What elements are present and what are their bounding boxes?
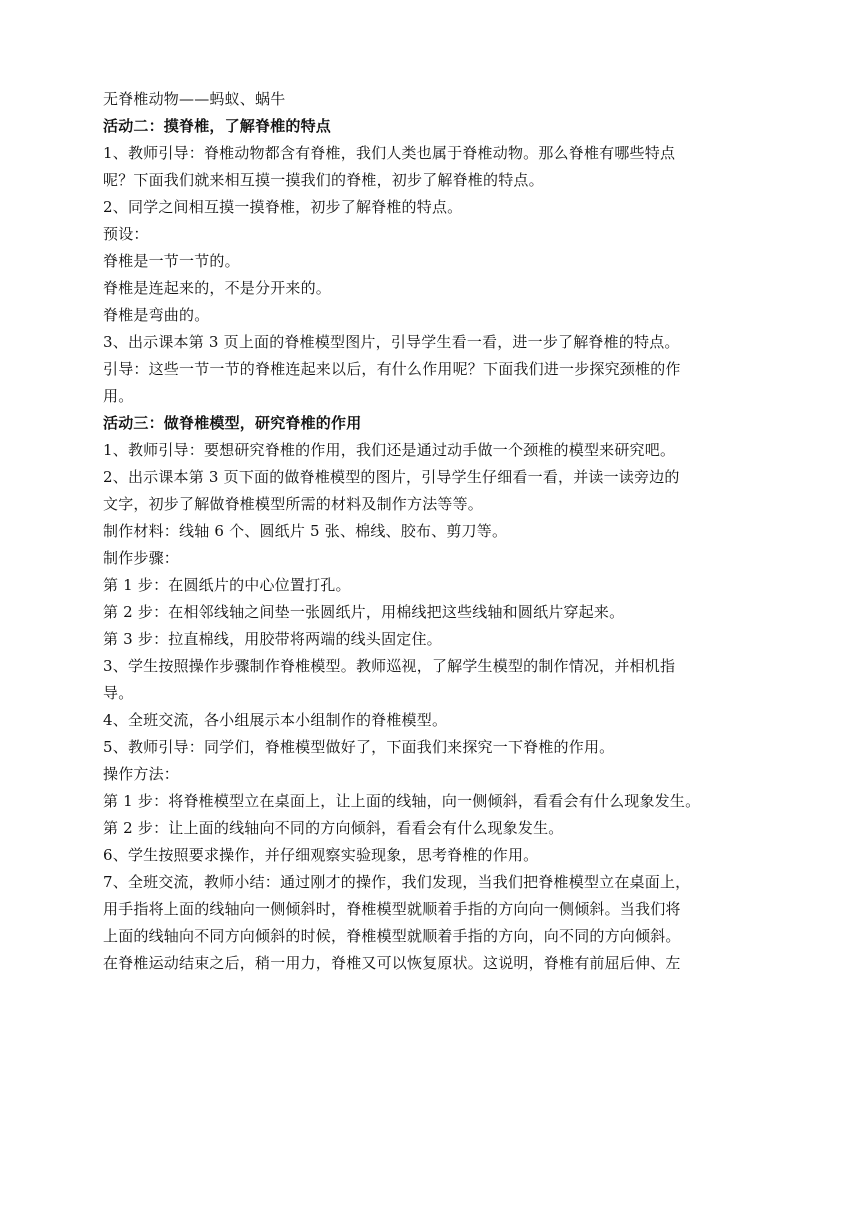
text-line-8: 脊椎是弯曲的。 (103, 306, 210, 324)
document-page (103, 86, 763, 977)
text-line-30: 用手指将上面的线轴向一侧倾斜时，脊椎模型就顺着手指的方向向一侧倾斜。当我们将 (103, 900, 681, 918)
text-line-31: 上面的线轴向不同方向倾斜的时候，脊椎模型就顺着手指的方向，向不同的方向倾斜。 (103, 927, 681, 945)
text-line-4: 2、同学之间相互摸一摸脊椎，初步了解脊椎的特点。 (103, 198, 463, 216)
text-line-7: 脊椎是连起来的，不是分开来的。 (103, 279, 332, 297)
section-heading-activity-2: 活动二：摸脊椎，了解脊椎的特点 (103, 117, 332, 135)
text-line-14: 2、出示课本第 3 页下面的做脊椎模型的图片，引导学生仔细看一看，并读一读旁边的 (103, 468, 680, 486)
text-line-5: 预设： (103, 225, 149, 243)
text-line-23: 4、全班交流，各小组展示本小组制作的脊椎模型。 (103, 711, 448, 729)
text-line-24: 5、教师引导：同学们，脊椎模型做好了，下面我们来探究一下脊椎的作用。 (103, 738, 615, 756)
text-line-27: 第 2 步：让上面的线轴向不同的方向倾斜，看看会有什么现象发生。 (103, 819, 564, 837)
text-line-22: 导。 (103, 684, 134, 702)
text-line-9: 3、出示课本第 3 页上面的脊椎模型图片，引导学生看一看，进一步了解脊椎的特点。 (103, 333, 680, 351)
text-line-17: 制作步骤： (103, 549, 180, 567)
text-line-0: 无脊椎动物——蚂蚁、蜗牛 (103, 90, 286, 108)
text-line-13: 1、教师引导：要想研究脊椎的作用，我们还是通过动手做一个颈椎的模型来研究吧。 (103, 441, 676, 459)
text-line-6: 脊椎是一节一节的。 (103, 252, 240, 270)
text-line-19: 第 2 步：在相邻线轴之间垫一张圆纸片，用棉线把这些线轴和圆纸片穿起来。 (103, 603, 625, 621)
text-line-20: 第 3 步：拉直棉线，用胶带将两端的线头固定住。 (103, 630, 442, 648)
text-line-28: 6、学生按照要求操作，并仔细观察实验现象，思考脊椎的作用。 (103, 846, 539, 864)
text-line-26: 第 1 步：将脊椎模型立在桌面上，让上面的线轴，向一侧倾斜，看看会有什么现象发生。 (103, 792, 701, 810)
text-line-16: 制作材料：线轴 6 个、圆纸片 5 张、棉线、胶布、剪刀等。 (103, 522, 508, 540)
text-line-21: 3、学生按照操作步骤制作脊椎模型。教师巡视，了解学生模型的制作情况，并相机指 (103, 657, 676, 675)
text-line-15: 文字，初步了解做脊椎模型所需的材料及制作方法等等。 (103, 495, 484, 513)
text-line-10: 引导：这些一节一节的脊椎连起来以后，有什么作用呢？下面我们进一步探究颈椎的作 (103, 360, 681, 378)
section-heading-activity-3: 活动三：做脊椎模型，研究脊椎的作用 (103, 414, 362, 432)
text-line-2: 1、教师引导：脊椎动物都含有脊椎，我们人类也属于脊椎动物。那么脊椎有哪些特点 (103, 144, 676, 162)
text-line-18: 第 1 步：在圆纸片的中心位置打孔。 (103, 576, 351, 594)
text-line-32: 在脊椎运动结束之后，稍一用力，脊椎又可以恢复原状。这说明，脊椎有前屈后伸、左 (103, 954, 681, 972)
text-line-11: 用。 (103, 387, 134, 405)
text-line-29: 7、全班交流，教师小结：通过刚才的操作，我们发现，当我们把脊椎模型立在桌面上， (103, 873, 691, 891)
text-line-25: 操作方法： (103, 765, 180, 783)
text-line-3: 呢？下面我们就来相互摸一摸我们的脊椎，初步了解脊椎的特点。 (103, 171, 544, 189)
